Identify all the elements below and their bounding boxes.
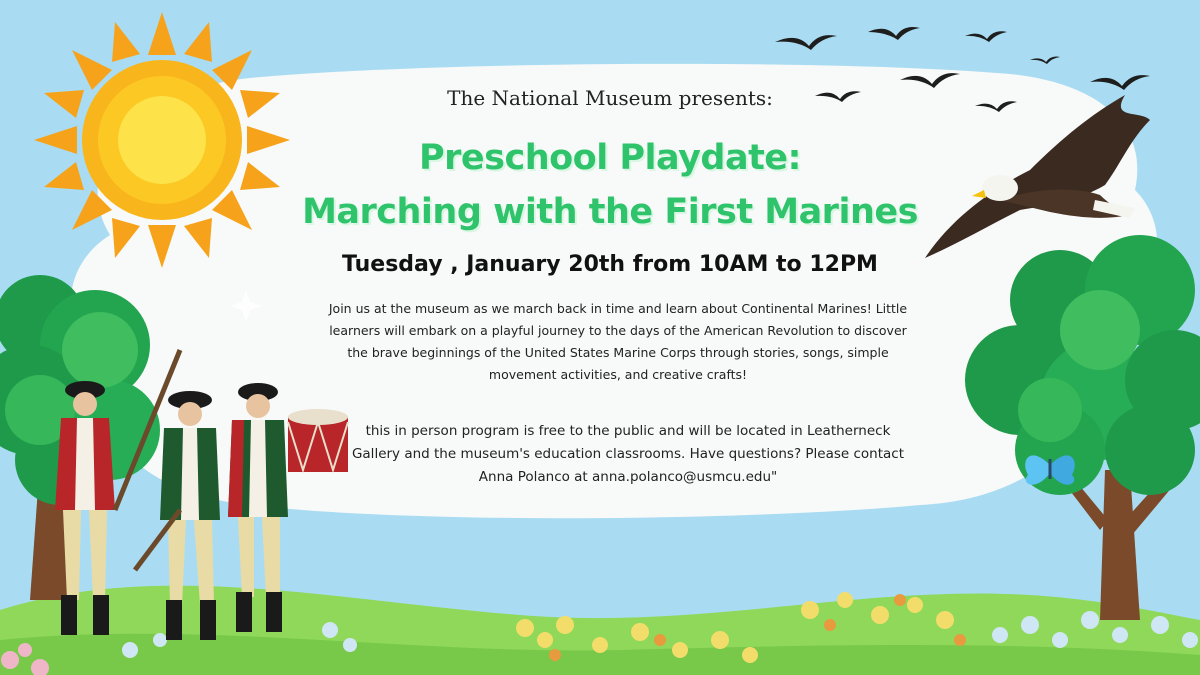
event-description: Join us at the museum as we march back in time and learn about Continental Marines! Little learners will embark on a playful journey to the days of the American Revolution to discover the brave beginnings of the United States Marine Corps through stories, songs, simple movement activities, and creative crafts! — [328, 301, 908, 382]
event-contact-info: this in person program is free to the public and will be located in Leatherneck Gallery and the museum's education classrooms. Have questions? Please contact Anna Polanco at anna.polanco@usmcu.edu" — [351, 423, 905, 485]
event-title-line-1: Preschool Playdate: — [418, 138, 802, 178]
drum-icon — [288, 409, 348, 472]
presenter-line: The National Museum presents: — [447, 86, 773, 110]
flower-icon — [516, 619, 534, 637]
event-title-line-2: Marching with the First Marines — [302, 192, 918, 232]
event-date-time: Tuesday , January 20th from 10AM to 12PM — [342, 252, 878, 277]
sun-icon — [34, 12, 290, 268]
